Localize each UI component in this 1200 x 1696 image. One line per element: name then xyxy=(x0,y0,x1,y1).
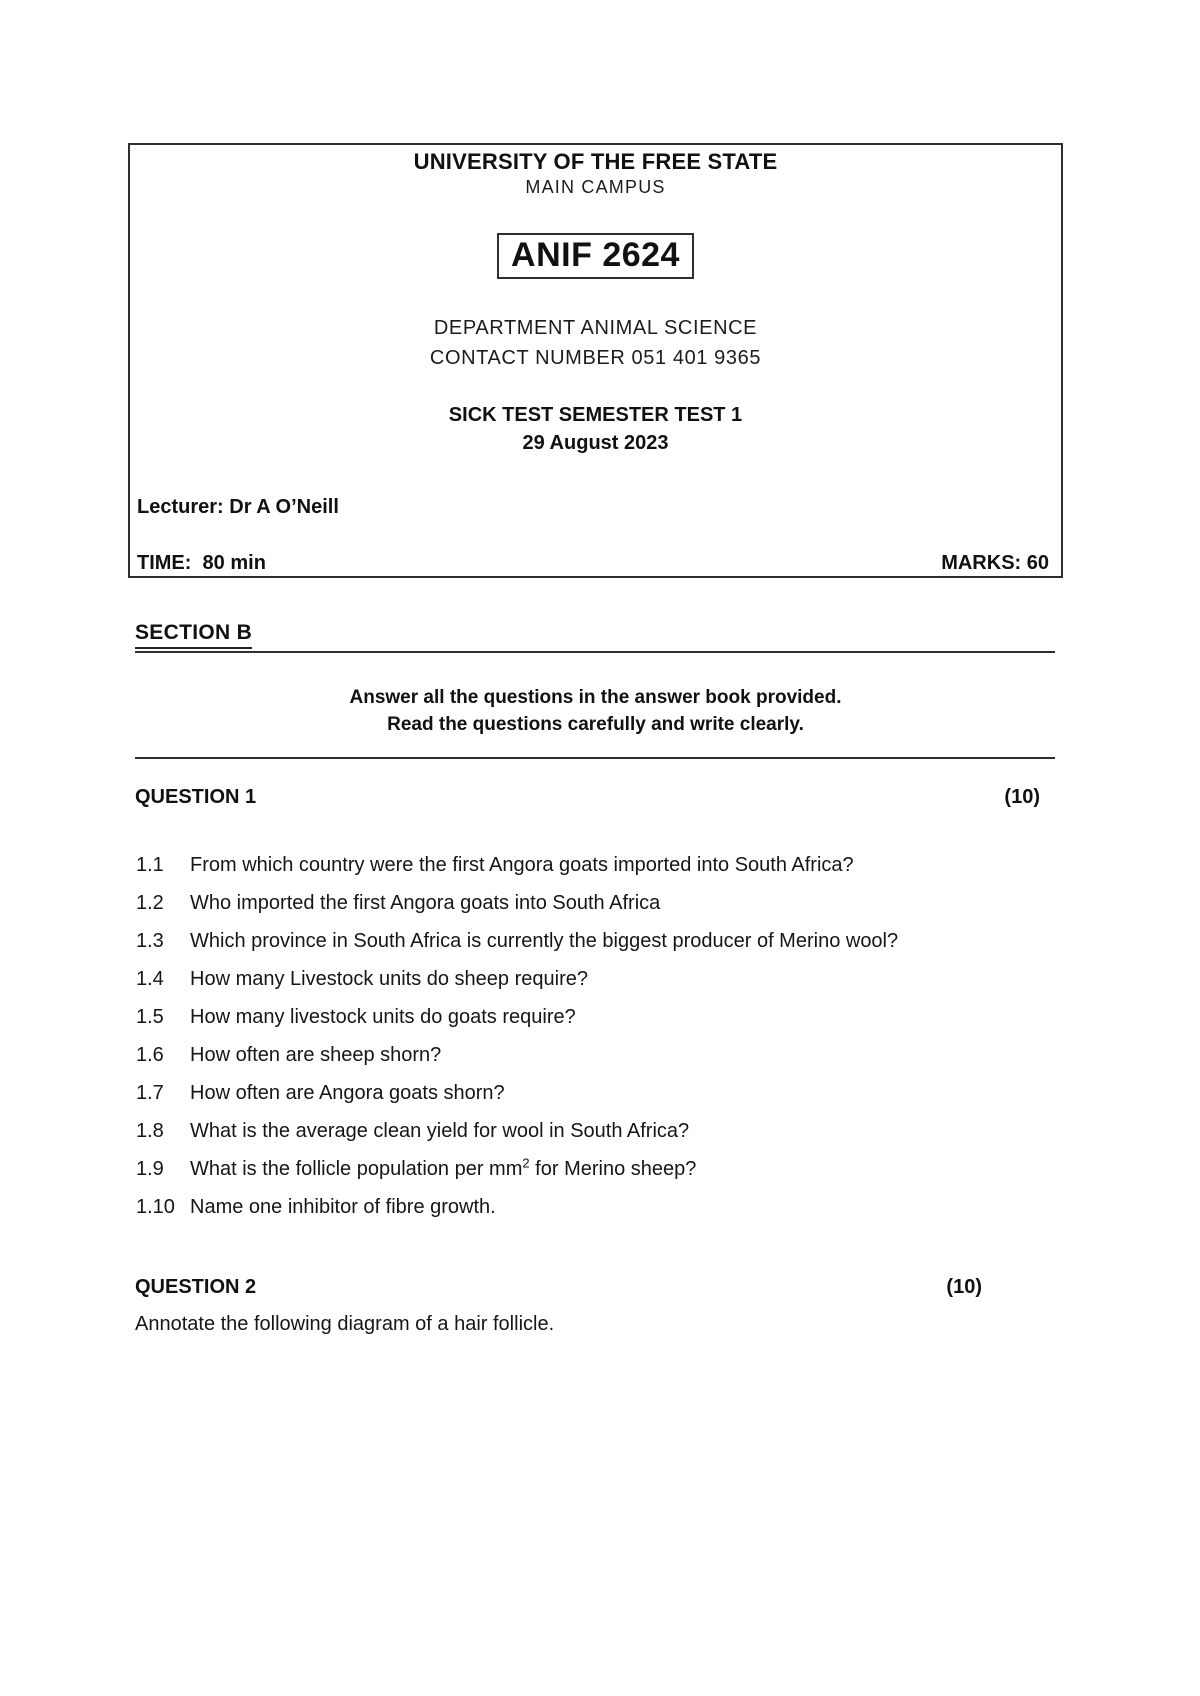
question-item-number: 1.2 xyxy=(136,892,164,914)
question-item xyxy=(136,1119,1063,1144)
question-item-number: 1.4 xyxy=(136,968,164,990)
test-date: 29 August 2023 xyxy=(522,432,669,454)
question-item xyxy=(136,1005,1063,1030)
question2-marks: (10) xyxy=(946,1276,982,1298)
instructions xyxy=(128,684,1063,738)
question1-heading-row xyxy=(128,784,1063,810)
time-marks-row xyxy=(130,551,1061,575)
question-item xyxy=(136,1195,1063,1220)
contact-number: CONTACT NUMBER 051 401 9365 xyxy=(429,347,762,369)
question-item-number: 1.7 xyxy=(136,1082,164,1104)
question-item xyxy=(136,1157,1063,1182)
question-item-text: Name one inhibitor of fibre growth. xyxy=(190,1196,496,1218)
question1-list xyxy=(128,853,1063,1220)
question-item-number: 1.1 xyxy=(136,854,164,876)
question-item xyxy=(136,853,1063,878)
question-item-number: 1.8 xyxy=(136,1120,164,1142)
question-item-text: What is the follicle population per $mm^2$ for Merino sheep? xyxy=(190,1155,697,1180)
question-item xyxy=(136,929,1063,954)
question2-title: QUESTION 2 xyxy=(135,1276,257,1298)
section-heading xyxy=(128,620,1063,649)
section-rule-bottom xyxy=(135,757,1055,759)
question-item-number: 1.10 xyxy=(136,1196,175,1218)
question-item-text: From which country were the first Angora goats imported into South Africa? xyxy=(190,854,854,876)
question-item xyxy=(136,967,1063,992)
question-item-text: How many Livestock units do sheep require? xyxy=(190,968,588,990)
question-item-number: 1.3 xyxy=(136,930,164,952)
page-content xyxy=(128,0,1063,1337)
question-item-text: Which province in South Africa is currently the biggest producer of Merino wool? xyxy=(190,930,899,952)
course-code-row xyxy=(130,233,1061,277)
question-item-text: How often are Angora goats shorn? xyxy=(190,1082,505,1104)
question2-heading-row xyxy=(128,1274,1063,1300)
university-name: UNIVERSITY OF THE FREE STATE xyxy=(413,149,778,174)
question-item-text: How many livestock units do goats require? xyxy=(190,1006,576,1028)
time-value: TIME: 80 min xyxy=(137,552,266,574)
instruction-line-1: Answer all the questions in the answer book provided. xyxy=(349,687,842,708)
question2-intro: Annotate the following diagram of a hair follicle. xyxy=(135,1313,555,1335)
test-title: SICK TEST SEMESTER TEST 1 xyxy=(448,404,743,426)
exam-header-box xyxy=(128,143,1063,578)
question-item-text: Who imported the first Angora goats into South Africa xyxy=(190,892,661,914)
lecturer-line: Lecturer: Dr A O’Neill xyxy=(137,496,339,518)
question-item-number: 1.6 xyxy=(136,1044,164,1066)
question-item-text: What is the average clean yield for wool in South Africa? xyxy=(190,1120,690,1142)
marks-value: MARKS: 60 xyxy=(941,552,1049,574)
question1-title: QUESTION 1 xyxy=(135,786,257,808)
course-code-box: ANIF 2624 xyxy=(497,233,694,279)
question-item xyxy=(136,891,1063,916)
section-heading-text: SECTION B xyxy=(135,620,252,649)
campus-name: MAIN CAMPUS xyxy=(525,177,666,197)
question-item-text: How often are sheep shorn? xyxy=(190,1044,442,1066)
department-name: DEPARTMENT ANIMAL SCIENCE xyxy=(433,317,758,339)
question-item xyxy=(136,1081,1063,1106)
question-item-number: 1.9 xyxy=(136,1158,164,1180)
section-rule-top xyxy=(135,651,1055,653)
question-item-number: 1.5 xyxy=(136,1006,164,1028)
question1-marks: (10) xyxy=(1004,786,1040,808)
question-item xyxy=(136,1043,1063,1068)
instruction-line-2: Read the questions carefully and write clearly. xyxy=(387,714,804,735)
